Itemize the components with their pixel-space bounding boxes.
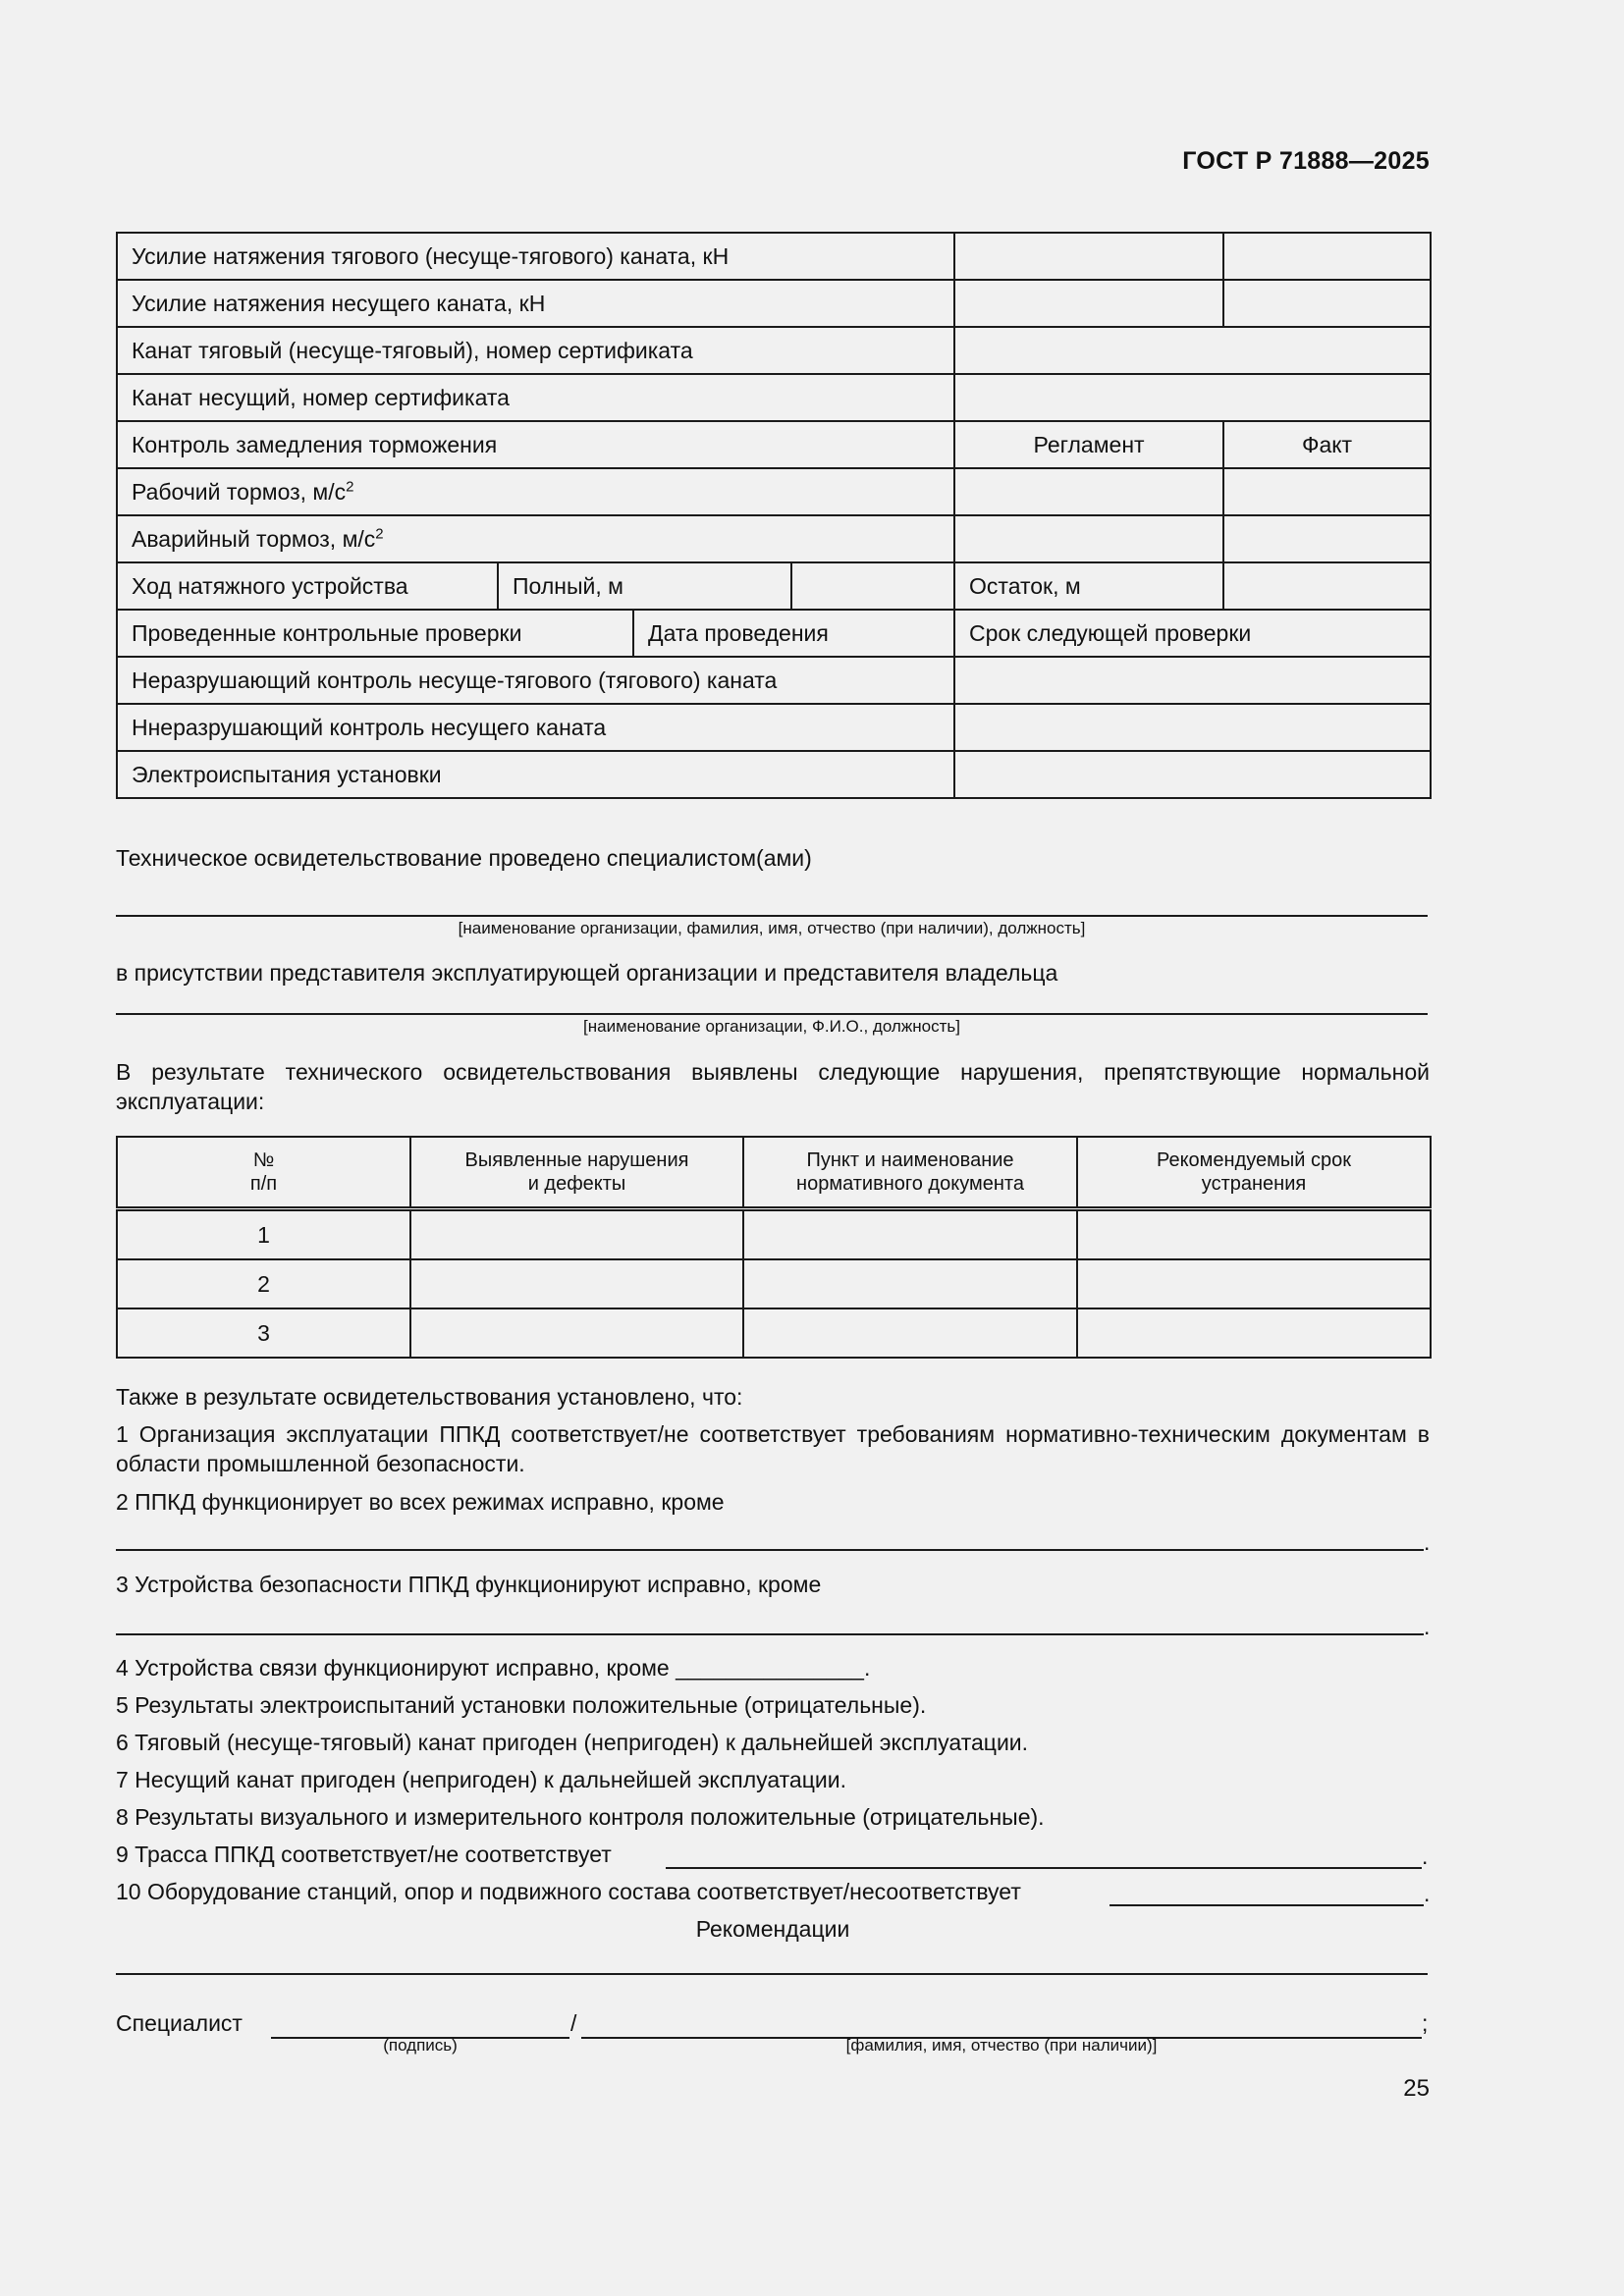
full-travel-label: Полный, м: [499, 563, 792, 609]
row-label: Аварийный тормоз, $м/с^2$: [117, 515, 954, 562]
fill-line[interactable]: [116, 915, 1428, 917]
full-travel-cell: [498, 562, 954, 610]
table-row: [117, 562, 1431, 610]
caption: [наименование организации, фамилия, имя, отчество (при наличии), должность]: [458, 919, 1086, 937]
remainder-label: Остаток, м: [954, 562, 1223, 610]
table-row: [117, 515, 1431, 562]
value-cell[interactable]: [1077, 1209, 1431, 1260]
period: .: [1424, 1614, 1431, 1639]
value-cell[interactable]: [410, 1308, 743, 1358]
violations-intro: В результате технического освидетельствования выявлены следующие нарушения, препятствующие нормальной эксплуатации:: [116, 1059, 1430, 1114]
page-number: 25: [1403, 2075, 1430, 2102]
value-cell[interactable]: [954, 751, 1431, 798]
table-row: [117, 233, 1431, 280]
value-cell[interactable]: [954, 657, 1431, 704]
table-row: [117, 327, 1431, 374]
value-cell[interactable]: [954, 704, 1431, 751]
value-cell[interactable]: [954, 233, 1223, 280]
finding-item: 8 Результаты визуального и измерительного контроля положительные (отрицательные).: [116, 1804, 1045, 1830]
table-header-row: [117, 1137, 1431, 1209]
column-header: Выявленные нарушения и дефекты: [410, 1137, 743, 1209]
period: .: [1422, 1843, 1429, 1869]
finding-item: 7 Несущий канат пригоден (непригоден) к дальнейшей эксплуатации.: [116, 1767, 846, 1792]
value-cell[interactable]: [954, 280, 1223, 327]
column-header: Пункт и наименование нормативного документа: [743, 1137, 1077, 1209]
finding-item: 2 ППКД функционирует во всех режимах исправно, кроме: [116, 1489, 725, 1515]
value-cell[interactable]: [792, 563, 953, 609]
recommendations-heading: Рекомендации: [695, 1916, 850, 1942]
value-cell[interactable]: [410, 1209, 743, 1260]
row-label: Канат несущий, номер сертификата: [117, 374, 954, 421]
column-header: № п/п: [117, 1137, 410, 1209]
table-row: [117, 657, 1431, 704]
caption: [наименование организации, Ф.И.О., должность]: [583, 1017, 960, 1036]
table-row: [117, 1209, 1431, 1260]
next-check-header: Срок следующей проверки: [954, 610, 1431, 657]
fill-line[interactable]: [666, 1867, 1422, 1869]
finding-item: 6 Тяговый (несуще-тяговый) канат пригоден (непригоден) к дальнейшей эксплуатации.: [116, 1730, 1029, 1755]
inspection-data-table: [116, 232, 1432, 799]
value-cell[interactable]: [954, 515, 1223, 562]
value-cell[interactable]: [743, 1308, 1077, 1358]
finding-item: 5 Результаты электроиспытаний установки положительные (отрицательные).: [116, 1692, 927, 1718]
period: .: [1424, 1881, 1431, 1906]
caption: (подпись): [383, 2036, 458, 2055]
value-cell[interactable]: [1223, 468, 1431, 515]
fill-line[interactable]: [116, 1549, 1424, 1551]
value-cell[interactable]: [1223, 233, 1431, 280]
slash: /: [570, 2010, 577, 2036]
semicolon: ;: [1422, 2010, 1429, 2036]
row-label: Проведенные контрольные проверки: [117, 610, 633, 657]
column-header: Рекомендуемый срок устранения: [1077, 1137, 1431, 1209]
row-number: 1: [117, 1209, 410, 1260]
row-number: 2: [117, 1259, 410, 1308]
caption: [фамилия, имя, отчество (при наличии)]: [845, 2036, 1158, 2055]
table-row: [117, 610, 1431, 657]
table-row: [117, 468, 1431, 515]
check-date-header: Дата проведения: [633, 610, 954, 657]
value-cell[interactable]: [1223, 280, 1431, 327]
value-cell[interactable]: [1077, 1259, 1431, 1308]
value-cell[interactable]: [743, 1259, 1077, 1308]
table-row: [117, 374, 1431, 421]
specialist-label: Специалист: [116, 2010, 243, 2036]
row-label: Неразрушающий контроль несуще-тягового (тягового) каната: [117, 657, 954, 704]
row-label: Ннеразрушающий контроль несущего каната: [117, 704, 954, 751]
finding-item: 4 Устройства связи функционируют исправно, кроме _______________.: [116, 1655, 871, 1681]
value-cell[interactable]: [1223, 562, 1431, 610]
value-cell[interactable]: [743, 1209, 1077, 1260]
value-cell[interactable]: [410, 1259, 743, 1308]
value-cell[interactable]: [954, 374, 1431, 421]
finding-item: 1 Организация эксплуатации ППКД соответствует/не соответствует требованиям нормативно-техническим документам в области промышленной безопасности.: [116, 1421, 1430, 1476]
in-presence-text: в присутствии представителя эксплуатирующей организации и представителя владельца: [116, 960, 1058, 986]
row-label: Электроиспытания установки: [117, 751, 954, 798]
table-row: [117, 280, 1431, 327]
row-label: Рабочий тормоз, $м/с^2$: [117, 468, 954, 515]
value-cell[interactable]: [1223, 515, 1431, 562]
table-row: [117, 1259, 1431, 1308]
table-row: [117, 751, 1431, 798]
finding-item: 3 Устройства безопасности ППКД функционируют исправно, кроме: [116, 1572, 822, 1597]
violations-table: [116, 1136, 1432, 1359]
value-cell[interactable]: [1077, 1308, 1431, 1358]
row-label: Усилие натяжения несущего каната, кН: [117, 280, 954, 327]
row-number: 3: [117, 1308, 410, 1358]
row-label: Канат тяговый (несуще-тяговый), номер сертификата: [117, 327, 954, 374]
fill-line[interactable]: [116, 1973, 1428, 1975]
row-label: Контроль замедления торможения: [117, 421, 954, 468]
regulation-header: Регламент: [954, 421, 1223, 468]
finding-item: 10 Оборудование станций, опор и подвижного состава соответствует/несоответствует: [116, 1879, 1021, 1904]
table-row: [117, 1308, 1431, 1358]
row-label: Усилие натяжения тягового (несуще-тягового) каната, кН: [117, 233, 954, 280]
row-label: Ход натяжного устройства: [117, 562, 498, 610]
table-row: [117, 421, 1431, 468]
value-cell[interactable]: [954, 327, 1431, 374]
fact-header: Факт: [1223, 421, 1431, 468]
value-cell[interactable]: [954, 468, 1223, 515]
standard-code: ГОСТ Р 71888—2025: [1182, 147, 1430, 175]
period: .: [1424, 1529, 1431, 1555]
fill-line[interactable]: [1110, 1904, 1424, 1906]
fill-line[interactable]: [116, 1013, 1428, 1015]
inspection-by-text: Техническое освидетельствование проведено специалистом(ами): [116, 845, 812, 871]
table-row: [117, 704, 1431, 751]
fill-line[interactable]: [116, 1633, 1424, 1635]
finding-item: 9 Трасса ППКД соответствует/не соответствует: [116, 1842, 612, 1867]
findings-intro: Также в результате освидетельствования установлено, что:: [116, 1384, 743, 1410]
